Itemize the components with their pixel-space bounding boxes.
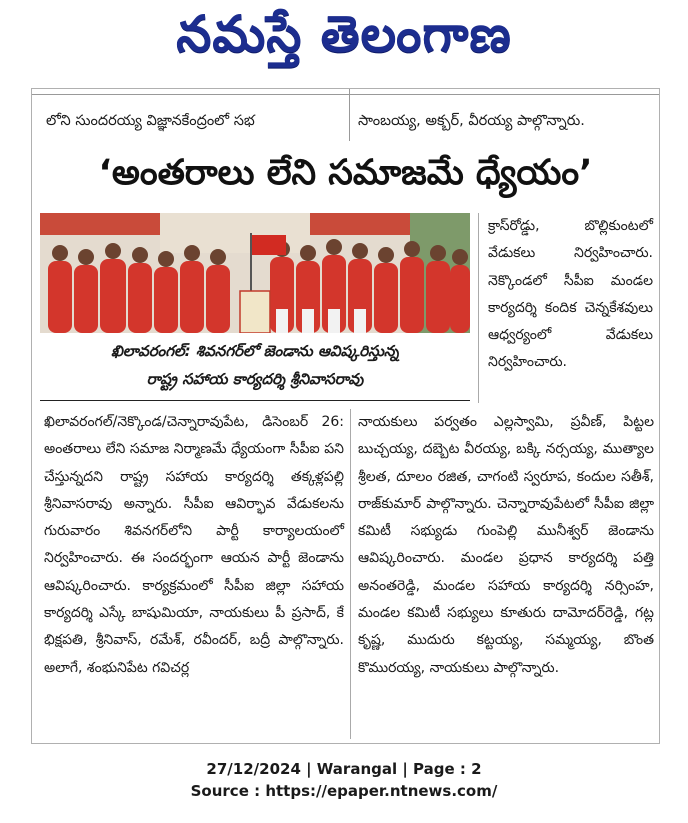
article-paragraph: క్రాస్‌రోడ్డు, బొల్లికుంటలో వేడుకలు నిర్వహించారు. నెక్కొండలో సీపీఐ మండల కార్యదర్శి కందిక చెన్నకేశవులు ఆధ్వర్యంలో వేడుకలు నిర్వహించారు. [488,218,653,371]
photo-caption [40,337,470,401]
article-headline: ‘అంతరాలు లేని సమాజమే ధ్యేయం’ [98,153,593,193]
footer-date-edition: 27/12/2024 | Warangal | Page : 2 [206,760,482,778]
divider [32,94,659,95]
previous-article-strip [32,89,659,141]
news-photo [40,213,470,333]
column-divider [349,89,350,141]
caption-underline [40,400,470,402]
article-paragraph: నాయకులు పర్వతం ఎల్లస్వామి, ప్రవీణ్, పిట్టల బుచ్చయ్య, దబ్బెట వీరయ్య, బక్కి నర్సయ్య, ముత్యాల శ్రీలత, దూలం రజిత, చాగంటి స్వరూప, కందుల సతీశ్, రాజ్‌కుమార్ పాల్గొన్నారు. చెన్నారావుపేటలో సీపీఐ జిల్లా కమిటీ సభ్యుడు గుంపెల్లి మునీశ్వర్ జెండాను ఆవిష్కరించారు. మండల ప్రధాన కార్యదర్శి పత్తి అనంతరెడ్డి, మండల సహాయ కార్యదర్శి నర్సింహ, మండల కమిటీ సభ్యులు కూతురు దామోదర్‌రెడ్డి, గట్ల కృష్ణ, ముదురు కట్టయ్య, సమ్మయ్య, బొంత కొమురయ్య, నాయకులు పాల్గొన్నారు. [358,414,654,676]
caption-line-2: రాష్ట్ర సహాయ కార్యదర్శి శ్రీనివాసరావు [146,370,364,388]
footer-source: Source : https://epaper.ntnews.com/ [190,782,498,800]
newspaper-logo: నమస్తే తెలంగాణ [176,4,512,63]
flag-pedestal [240,291,270,333]
photo-illustration [40,213,470,333]
article-column-right-top [488,213,653,403]
article-column-right-bottom [358,409,654,739]
article-paragraph: ఖిలావరంగల్/నెక్కొండ/చెన్నారావుపేట, డిసెంబర్ 26: అంతరాలు లేని సమాజ నిర్మాణమే ధ్యేయంగా సీపీఐ పని చేస్తున్నదని రాష్ట్ర సహాయ కార్యదర్శి తక్కళ్లపల్లి శ్రీనివాసరావు అన్నారు. సీపీఐ ఆవిర్భావ వేడుకలను గురువారం శివనగర్‌లోని పార్టీ కార్యాలయంలో నిర్వహించారు. ఈ సందర్భంగా ఆయన పార్టీ జెండాను ఆవిష్కరించారు. కార్యక్రమంలో సీపీఐ జిల్లా సహాయ కార్యదర్శి ఎస్కే బాషుమియా, నాయకులు పీ ప్రసాద్, కే భిక్షపతి, శ్రీనివాస్, రమేశ్, రవీందర్, బద్రీ పాల్గొన్నారు. అలాగే, శంభునిపేట గవిచర్ల [44,414,344,676]
article-column-left [44,409,344,739]
previous-article-right-text: సాంబయ్య, అక్బర్, వీరయ్య పాల్గొన్నారు. [358,113,585,129]
party-flag [252,235,286,255]
clipping-footer [0,758,688,802]
news-clipping [31,88,660,744]
previous-article-left-text: లోని సుందరయ్య విజ్ఞానకేంద్రంలో సభ [46,113,255,129]
column-divider [350,409,351,739]
caption-line-1: ఖిలావరంగల్: శివనగర్‌లో జెండాను ఆవిష్కరిస్తున్న [111,342,399,360]
column-divider [478,213,479,403]
masthead [0,0,688,80]
